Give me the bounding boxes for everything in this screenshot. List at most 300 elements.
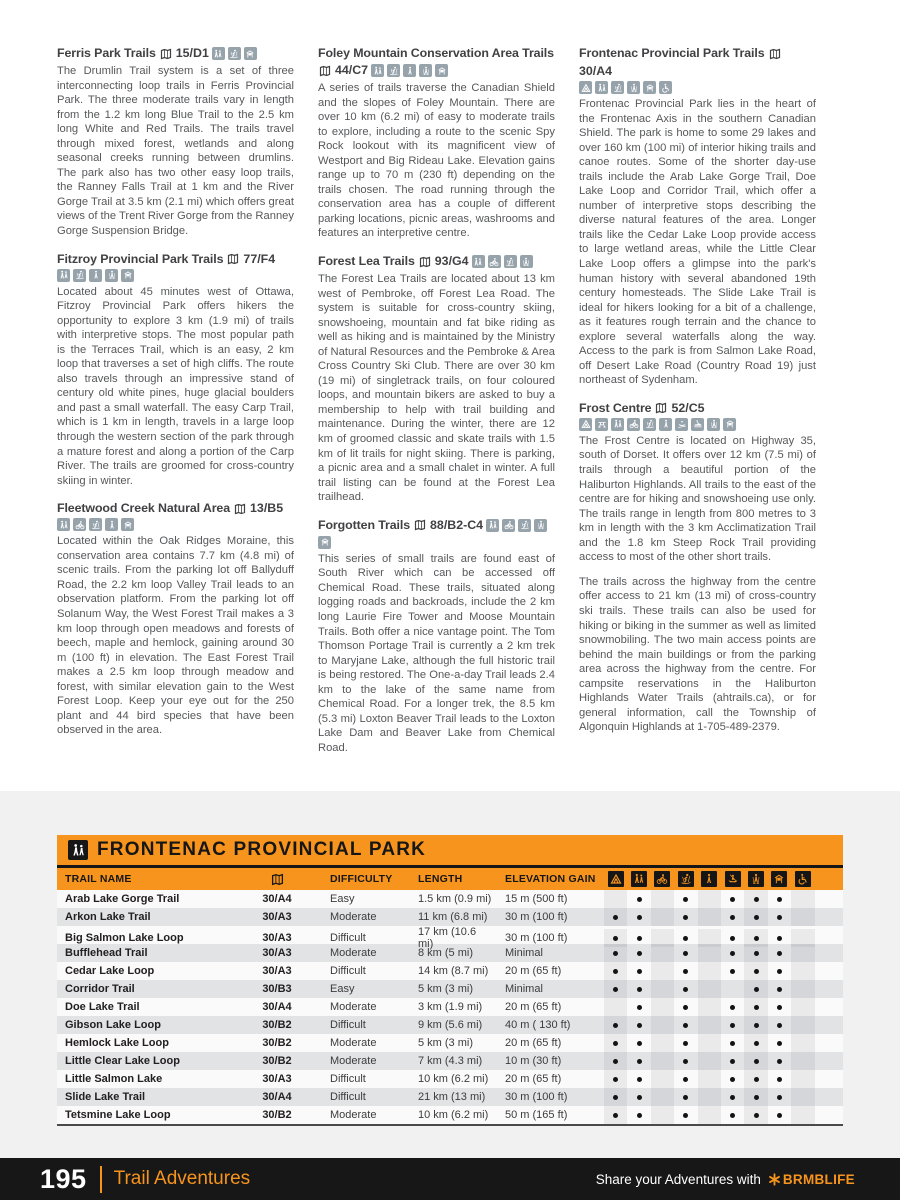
map-ref-cell: 30/A3 (262, 911, 292, 923)
map-reference: 44/C7 (335, 63, 369, 77)
section-heading (57, 501, 294, 531)
trail-name-cell: Doe Lake Trail (65, 1001, 140, 1013)
amenity-cell-biking (651, 980, 674, 998)
amenity-cell-walking (698, 1016, 721, 1034)
section-heading (579, 401, 816, 431)
amenity-dot (683, 1113, 688, 1118)
amenity-cell-hiking (627, 998, 650, 1016)
heading-line (57, 518, 294, 531)
section-title: Forgotten Trails (318, 517, 411, 532)
table-row (57, 962, 843, 980)
amenity-dot (637, 1041, 642, 1046)
amenity-dot (683, 951, 688, 956)
text-columns (57, 46, 817, 768)
amenity-cell-biking (651, 890, 674, 908)
amenity-cell-walking (698, 890, 721, 908)
amenity-cell-interpretive (768, 890, 791, 908)
trail-section (57, 501, 294, 738)
amenity-cell-wheelchair (791, 1034, 814, 1052)
difficulty-cell: Moderate (330, 1055, 377, 1067)
section-body (57, 64, 294, 239)
length-cell: 10 km (6.2 mi) (418, 1073, 489, 1085)
trail-name-cell: Cedar Lake Loop (65, 965, 155, 977)
amenity-cell-wheelchair (791, 890, 814, 908)
trail-section (318, 254, 555, 505)
length-cell: 9 km (5.6 mi) (418, 1019, 483, 1031)
amenity-cell-wheelchair (791, 980, 814, 998)
trail-section (318, 46, 555, 241)
length-cell: 14 km (8.7 mi) (418, 965, 489, 977)
heading-line (579, 401, 816, 416)
snowshoeing-icon (707, 418, 720, 431)
walking-icon (659, 418, 672, 431)
boat-launch-icon (675, 418, 688, 431)
paragraph: The Forest Lea Trails are located about 13 km west of Pembroke, off Forest Lea Road. The system is suitable for cross-country skiing, snowshoeing, mountain and fat bike riding as well as hiking and is maintained by the Ministry of Natural Resources and the Pembroke & Area Cross Country Ski Club. There are over 30 km (19 mi) of singletrack trails, on four coloured loops, and mountain bikers are asked to buy a membership to help with trail building and maintenance. During the winter, there are 12 km of groomed classic and skate trails with 1.5 km of lit trails for night skiing. There is parking, a picnic area and a small chalet in winter. A full trail listing can be found at the Forest Lea trailhead. (318, 273, 555, 504)
amenity-cell-paddling (721, 1034, 744, 1052)
map-icon (233, 503, 247, 515)
map-reference: 13/B5 (250, 501, 284, 516)
column-header-difficulty: DIFFICULTY (330, 873, 393, 885)
length-cell: 5 km (3 mi) (418, 1037, 473, 1049)
elevation-cell: 30 m (100 ft) (505, 911, 568, 923)
table-row (57, 908, 843, 926)
map-ref-cell: 30/A3 (262, 965, 292, 977)
amenity-dot (637, 1005, 642, 1010)
xc-skiing-icon (73, 269, 86, 282)
amenity-dot (637, 951, 642, 956)
amenity-dot (683, 987, 688, 992)
amenity-dot (683, 1023, 688, 1028)
heading-line (57, 252, 294, 267)
amenity-dot (637, 1023, 642, 1028)
amenity-cell-interpretive (768, 944, 791, 962)
biking-icon (627, 418, 640, 431)
amenity-dot (754, 951, 759, 956)
amenity-dot (730, 1041, 735, 1046)
trail-name-cell: Little Salmon Lake (65, 1073, 163, 1085)
hiking-icon (611, 418, 624, 431)
amenity-dot (730, 1005, 735, 1010)
amenity-cell-snowshoeing (744, 1088, 767, 1106)
amenity-cell-camping (604, 1106, 627, 1124)
amenity-dot (730, 1059, 735, 1064)
amenity-dot (754, 1005, 759, 1010)
section-title: Fleetwood Creek Natural Area (57, 501, 231, 516)
section-body (57, 285, 294, 489)
hiking-icon (371, 64, 384, 77)
elevation-cell: 50 m (165 ft) (505, 1109, 568, 1121)
amenity-cell-walking (698, 980, 721, 998)
amenity-cell-xc-skiing (674, 1088, 697, 1106)
amenity-dot (777, 1095, 782, 1100)
snowshoeing-icon (627, 81, 640, 94)
amenity-dot (637, 969, 642, 974)
amenity-cell-snowshoeing (744, 1052, 767, 1070)
xc-skiing-icon (678, 871, 694, 887)
map-reference: 88/B2-C4 (430, 517, 484, 532)
elevation-cell: Minimal (505, 947, 543, 959)
amenity-dot (777, 987, 782, 992)
heading-line (57, 269, 294, 282)
amenity-cell-biking (651, 908, 674, 926)
column-header-hiking (627, 871, 650, 887)
amenity-cell-snowshoeing (744, 1070, 767, 1088)
heading-line (318, 518, 555, 549)
length-cell: 21 km (13 mi) (418, 1091, 486, 1103)
amenity-cell-walking (698, 1088, 721, 1106)
amenity-dot (754, 1059, 759, 1064)
interpretive-icon (723, 418, 736, 431)
amenity-cell-wheelchair (791, 1106, 814, 1124)
section-heading (318, 254, 555, 269)
amenity-cell-snowshoeing (744, 944, 767, 962)
interpretive-icon (318, 536, 331, 549)
table-row (57, 1016, 843, 1034)
amenity-dot (754, 1113, 759, 1118)
map-reference: 30/A4 (579, 64, 613, 78)
section-heading (57, 252, 294, 282)
amenity-cell-hiking (627, 962, 650, 980)
walking-icon (105, 518, 118, 531)
amenity-cell-paddling (721, 962, 744, 980)
trail-name-cell: Slide Lake Trail (65, 1091, 146, 1103)
table-row (57, 1088, 843, 1106)
map-ref-cell: 30/A3 (262, 1073, 292, 1085)
amenity-cell-interpretive (768, 1016, 791, 1034)
elevation-cell: 20 m (65 ft) (505, 965, 562, 977)
frontenac-trail-table (57, 835, 843, 1126)
column-header-elevation: ELEVATION GAIN (505, 873, 596, 885)
amenity-dot (754, 1041, 759, 1046)
heading-line (579, 418, 816, 431)
amenity-cell-snowshoeing (744, 998, 767, 1016)
difficulty-cell: Difficult (330, 1091, 366, 1103)
interpretive-icon (121, 518, 134, 531)
column-header-camping (604, 871, 627, 887)
amenity-cell-camping (604, 998, 627, 1016)
snowshoeing-icon (105, 269, 118, 282)
hiking-icon (472, 255, 485, 268)
brmb-logo-icon (768, 1173, 781, 1186)
column-header-trail-name: TRAIL NAME (65, 873, 132, 885)
amenity-dot (777, 936, 782, 941)
difficulty-cell: Easy (330, 893, 355, 905)
picnic-icon (595, 418, 608, 431)
amenity-cell-camping (604, 1088, 627, 1106)
amenity-dot (613, 1023, 618, 1028)
section-title: Frontenac Provincial Park Trails (579, 46, 765, 60)
biking-icon (73, 518, 86, 531)
map-ref-cell: 30/A4 (262, 893, 292, 905)
amenity-dot (613, 1041, 618, 1046)
elevation-cell: 15 m (500 ft) (505, 893, 568, 905)
amenity-cell-paddling (721, 1070, 744, 1088)
amenity-cell-hiking (627, 908, 650, 926)
amenity-dot (777, 1059, 782, 1064)
amenity-cell-wheelchair (791, 962, 814, 980)
amenity-dot (777, 1005, 782, 1010)
length-cell: 1.5 km (0.9 mi) (418, 893, 492, 905)
map-icon (159, 48, 173, 60)
section-body (318, 272, 555, 505)
length-cell: 10 km (6.2 mi) (418, 1109, 489, 1121)
snowshoeing-icon (419, 64, 432, 77)
section-body (318, 81, 555, 241)
amenity-cell-camping (604, 962, 627, 980)
footer-share (596, 1172, 855, 1187)
section-body (579, 97, 816, 388)
difficulty-cell: Moderate (330, 1109, 377, 1121)
amenity-cell-paddling (721, 944, 744, 962)
heading-line (579, 81, 816, 94)
footer-divider (100, 1166, 102, 1193)
amenity-cell-xc-skiing (674, 1070, 697, 1088)
walking-icon (701, 871, 717, 887)
page-number: 195 (40, 1163, 87, 1194)
amenity-dot (637, 915, 642, 920)
amenity-cell-xc-skiing (674, 1034, 697, 1052)
amenity-dot (730, 951, 735, 956)
map-ref-cell: 30/A3 (262, 947, 292, 959)
section-title: Frost Centre (579, 400, 652, 415)
amenity-dot (613, 1077, 618, 1082)
amenity-cell-biking (651, 1088, 674, 1106)
amenity-cell-xc-skiing (674, 890, 697, 908)
table-row (57, 1070, 843, 1088)
interpretive-icon (435, 64, 448, 77)
amenity-cell-camping (604, 1070, 627, 1088)
amenity-dot (683, 936, 688, 941)
amenity-cell-paddling (721, 1106, 744, 1124)
table-row (57, 980, 843, 998)
amenity-cell-biking (651, 1034, 674, 1052)
amenity-cell-wheelchair (791, 1070, 814, 1088)
trail-name-cell: Corridor Trail (65, 983, 135, 995)
table-row (57, 944, 843, 962)
xc-skiing-icon (228, 47, 241, 60)
amenity-cell-biking (651, 1070, 674, 1088)
amenity-dot (730, 1113, 735, 1118)
biking-icon (502, 519, 515, 532)
trail-section (579, 46, 816, 388)
amenity-cell-paddling (721, 980, 744, 998)
hiking-icon (212, 47, 225, 60)
amenity-cell-camping (604, 1016, 627, 1034)
amenity-cell-xc-skiing (674, 998, 697, 1016)
walking-icon (89, 269, 102, 282)
amenity-cell-xc-skiing (674, 944, 697, 962)
amenity-dot (683, 1095, 688, 1100)
amenity-cell-hiking (627, 1016, 650, 1034)
table-title: FRONTENAC PROVINCIAL PARK (97, 839, 427, 860)
map-reference: 15/D1 (175, 46, 209, 60)
elevation-cell: 30 m (100 ft) (505, 932, 568, 944)
brmb-hashtag: BRMBLIFE (782, 1171, 855, 1187)
amenity-dot (730, 897, 735, 902)
length-cell: 17 km (10.6 mi) (418, 926, 477, 950)
amenity-cell-interpretive (768, 962, 791, 980)
amenity-dot (777, 1041, 782, 1046)
difficulty-cell: Difficult (330, 1073, 366, 1085)
map-icon (245, 873, 309, 886)
amenity-dot (754, 1023, 759, 1028)
amenity-cell-xc-skiing (674, 908, 697, 926)
section-body (318, 552, 555, 756)
difficulty-cell: Moderate (330, 947, 377, 959)
paragraph: The Drumlin Trail system is a set of three interconnecting loop trails in Ferris Provincial Park. The three moderate trails vary in length from the 1.2 km long Blue Trail to the 2.5 km long White and Red Trails. The trails travel through mixed forest, wetlands and along seasonal creeks running between drumlins. The park also has two other easy loop trails, the Ranney Falls Trail at 1 km and the River Gorge Trail at 3.5 km (2.1 mi) which offers great views of the Trent River Gorge from the Ranney Gorge Suspension Bridge. (57, 65, 294, 238)
map-reference: 77/F4 (243, 251, 276, 266)
trail-name-cell: Arab Lake Gorge Trail (65, 893, 180, 905)
elevation-cell: 30 m (100 ft) (505, 1091, 568, 1103)
elevation-cell: 20 m (65 ft) (505, 1073, 562, 1085)
amenity-cell-hiking (627, 890, 650, 908)
amenity-dot (683, 897, 688, 902)
difficulty-cell: Moderate (330, 1001, 377, 1013)
table-row (57, 890, 843, 908)
amenity-dot (730, 915, 735, 920)
amenity-cell-camping (604, 908, 627, 926)
amenity-cell-walking (698, 1052, 721, 1070)
trail-name-cell: Gibson Lake Loop (65, 1019, 161, 1031)
trail-name-cell: Bufflehead Trail (65, 947, 148, 959)
amenity-cell-paddling (721, 908, 744, 926)
amenity-dot (777, 1077, 782, 1082)
xc-skiing-icon (518, 519, 531, 532)
amenity-dot (637, 987, 642, 992)
amenity-cell-biking (651, 944, 674, 962)
trail-name-cell: Hemlock Lake Loop (65, 1037, 169, 1049)
amenity-dot (637, 1095, 642, 1100)
section-heading (579, 46, 816, 94)
paragraph: The Frost Centre is located on Highway 35, south of Dorset. It offers over 12 km (7.5 mi) of trails through a beautiful portion of the Haliburton Highlands. All trails to the east of the centre are for hiking and snowshoeing use only. The trails range in length from 800 metres to 3 km in length with the 3 km Acclimatization Trail and the 1.8 km Steep Rock Trail providing access to most of the other short trails. (579, 434, 816, 564)
amenity-cell-walking (698, 1034, 721, 1052)
amenity-cell-interpretive (768, 1034, 791, 1052)
column-3 (579, 46, 816, 768)
xc-skiing-icon (89, 518, 102, 531)
amenity-cell-snowshoeing (744, 1034, 767, 1052)
section-heading (57, 46, 294, 61)
column-header-xc-skiing (674, 871, 697, 887)
interpretive-icon (244, 47, 257, 60)
amenity-cell-snowshoeing (744, 1106, 767, 1124)
walking-icon (403, 64, 416, 77)
amenity-cell-snowshoeing (744, 908, 767, 926)
amenity-cell-biking (651, 1052, 674, 1070)
amenity-cell-camping (604, 944, 627, 962)
amenity-cell-biking (651, 1016, 674, 1034)
column-header-wheelchair (791, 871, 814, 887)
amenity-cell-interpretive (768, 998, 791, 1016)
amenity-cell-xc-skiing (674, 1106, 697, 1124)
xc-skiing-icon (504, 255, 517, 268)
length-cell: 8 km (5 mi) (418, 947, 473, 959)
trail-name-cell: Big Salmon Lake Loop (65, 932, 184, 944)
camping-icon (579, 81, 592, 94)
xc-skiing-icon (611, 81, 624, 94)
amenity-cell-wheelchair (791, 1016, 814, 1034)
amenity-dot (613, 936, 618, 941)
amenity-dot (683, 1077, 688, 1082)
elevation-cell: 20 m (65 ft) (505, 1037, 562, 1049)
trail-section (57, 252, 294, 489)
amenity-cell-interpretive (768, 1052, 791, 1070)
elevation-cell: 40 m ( 130 ft) (505, 1019, 571, 1031)
map-ref-cell: 30/B2 (262, 1037, 292, 1049)
trail-section (57, 46, 294, 239)
camping-icon (579, 418, 592, 431)
table-row (57, 1034, 843, 1052)
amenity-cell-snowshoeing (744, 980, 767, 998)
amenity-dot (754, 936, 759, 941)
section-title: Fitzroy Provincial Park Trails (57, 251, 224, 266)
amenity-dot (777, 897, 782, 902)
footer-section-title: Trail Adventures (113, 1168, 251, 1189)
amenity-cell-xc-skiing (674, 962, 697, 980)
paragraph: Frontenac Provincial Park lies in the heart of the Frontenac Axis in the southern Canadian Shield. The park is home to some 29 lakes and over 160 km (100 mi) of interior hiking trails and canoe routes. Some of the shorter day-use trails include the Arab Lake Gorge Trail, Doe Lake Loop and Corridor Trail, which offer a number of interpretive stops describing the diverse natural features of the area. Longer trails like the Cedar Lake Loop provide access to large wetland areas, while the Little Clear Lake Loop offers a glimpse into the park's human history with several abandoned 19th century homesteads. The Slide Lake Trail is ideal for hikers looking for a bit of a challenge, as it features rough terrain and the chance to explore several waterfalls along the way. Access to the park is from Salmon Lake Road, off Desert Lake Road (Country Road 19) just northeast of Sydenham. (579, 98, 816, 387)
column-header-snowshoeing (744, 871, 767, 887)
hiking-icon (57, 269, 70, 282)
amenity-dot (613, 951, 618, 956)
column-header-walking (698, 871, 721, 887)
share-text: Share your Adventures with (595, 1171, 761, 1187)
section-title: Ferris Park Trails (57, 46, 156, 60)
column-header-biking (651, 871, 674, 887)
amenity-cell-walking (698, 944, 721, 962)
interpretive-icon (121, 269, 134, 282)
biking-icon (654, 871, 670, 887)
amenity-cell-xc-skiing (674, 980, 697, 998)
amenity-cell-biking (651, 998, 674, 1016)
elevation-cell: Minimal (505, 983, 543, 995)
amenity-cell-hiking (627, 1070, 650, 1088)
amenity-dot (613, 1113, 618, 1118)
amenity-dot (754, 915, 759, 920)
amenity-cell-hiking (627, 1088, 650, 1106)
map-ref-cell: 30/B2 (262, 1109, 292, 1121)
heading-line (57, 46, 294, 61)
xc-skiing-icon (387, 64, 400, 77)
paragraph: The trails across the highway from the centre offer access to 21 km (13 mi) of cross-country ski trails. These trails can also be used for hiking or biking in the summer as well as limited snowmobiling. The two main access points are behind the main buildings or from the parking area across the highway from the centre. For campsite reservations in the Haliburton Highlands Water Trails (ahtrails.ca), or for general information, call the Township of Algonquin Highlands at 1-705-489-2379. (579, 575, 816, 734)
amenity-dot (754, 1095, 759, 1100)
amenity-cell-walking (698, 1106, 721, 1124)
amenity-cell-camping (604, 980, 627, 998)
amenity-cell-hiking (627, 944, 650, 962)
amenity-cell-interpretive (768, 1088, 791, 1106)
table-row (57, 1052, 843, 1070)
column-2 (318, 46, 555, 768)
amenity-dot (777, 915, 782, 920)
map-ref-cell: 30/A4 (262, 1091, 292, 1103)
wheelchair-icon (795, 871, 811, 887)
interpretive-icon (771, 871, 787, 887)
amenity-cell-paddling (721, 1016, 744, 1034)
table-title-bar (57, 835, 843, 868)
amenity-dot (613, 1095, 618, 1100)
trail-name-cell: Little Clear Lake Loop (65, 1055, 180, 1067)
heading-line (579, 46, 816, 79)
amenity-dot (613, 1059, 618, 1064)
length-cell: 5 km (3 mi) (418, 983, 473, 995)
difficulty-cell: Moderate (330, 1037, 377, 1049)
amenity-cell-hiking (627, 980, 650, 998)
amenity-cell-biking (651, 962, 674, 980)
amenity-dot (777, 951, 782, 956)
length-cell: 3 km (1.9 mi) (418, 1001, 483, 1013)
map-ref-cell: 30/B2 (262, 1019, 292, 1031)
table-header-row (57, 868, 843, 890)
amenity-cell-hiking (627, 1106, 650, 1124)
amenity-cell-snowshoeing (744, 890, 767, 908)
